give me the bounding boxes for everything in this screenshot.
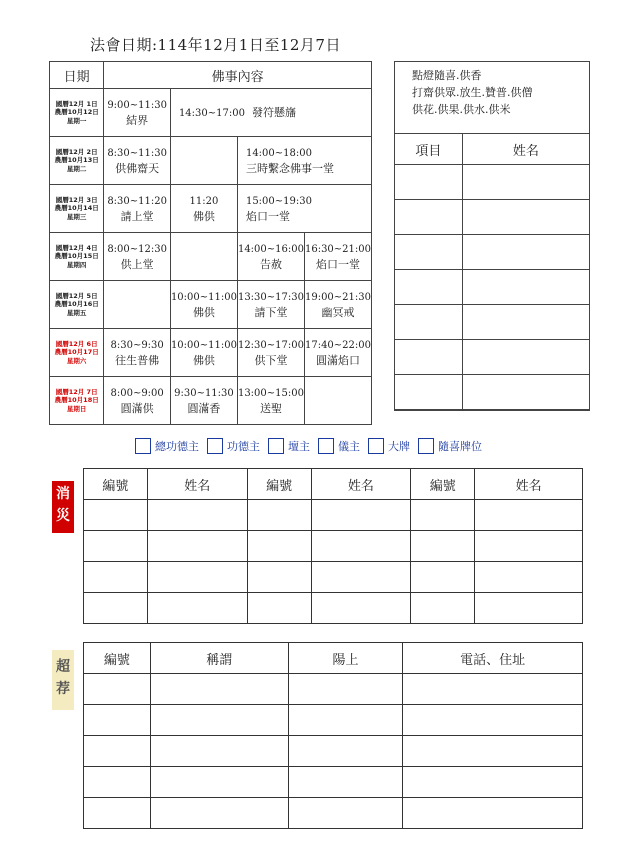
number-field[interactable] — [411, 593, 475, 624]
event-cell — [237, 185, 371, 233]
number-field[interactable] — [84, 705, 151, 736]
name-field[interactable] — [147, 593, 247, 624]
weekday: 星期日 — [66, 404, 87, 413]
event-cell — [104, 233, 171, 281]
table-row — [84, 736, 583, 767]
event-time: 14:00~16:00 — [237, 243, 304, 255]
checkbox-label: 隨喜牌位 — [438, 440, 482, 453]
option-tan-zhu[interactable] — [268, 438, 310, 454]
event-name: 發符懸旛 — [251, 105, 296, 119]
date-cell — [50, 281, 104, 329]
checkbox[interactable] — [418, 438, 434, 454]
event-cell — [237, 377, 304, 425]
number-header: 編號 — [247, 469, 311, 500]
date-cell — [50, 329, 104, 377]
event-cell — [104, 329, 171, 377]
event-cell — [304, 377, 371, 425]
item-field[interactable] — [395, 270, 463, 305]
table-row — [84, 562, 583, 593]
offering-line: 點燈隨喜.供香 — [412, 69, 482, 82]
lunar-date: 農曆10月16日 — [54, 300, 99, 309]
page-title: 法會日期:114年12月1日至12月7日 — [90, 36, 341, 54]
event-time: 8:30~11:20 — [107, 195, 167, 207]
number-field[interactable] — [247, 531, 311, 562]
xiaozai-label: 消災 — [52, 481, 74, 533]
option-gong-de-zhu[interactable] — [207, 438, 260, 454]
event-cell — [104, 185, 171, 233]
lunar-date: 農曆10月12日 — [54, 108, 99, 117]
yangshang-field[interactable] — [288, 736, 403, 767]
event-time: 13:00~15:00 — [237, 387, 304, 399]
schedule-row — [50, 185, 372, 233]
event-cell — [170, 281, 237, 329]
schedule-row — [50, 377, 372, 425]
event-cell — [304, 329, 371, 377]
title-field[interactable] — [150, 798, 288, 829]
event-name: 供佛齋天 — [115, 161, 160, 175]
event-time: 15:00~19:30 — [245, 195, 312, 207]
name-field[interactable] — [475, 531, 583, 562]
schedule-row — [50, 233, 372, 281]
weekday: 星期四 — [66, 260, 87, 269]
item-field[interactable] — [395, 165, 463, 200]
number-field[interactable] — [84, 562, 148, 593]
event-name: 供上堂 — [120, 257, 154, 271]
event-cell — [170, 89, 371, 137]
event-cell — [237, 137, 371, 185]
title-field[interactable] — [150, 767, 288, 798]
event-cell — [304, 281, 371, 329]
event-time: 19:00~21:30 — [304, 291, 371, 303]
event-name: 佛供 — [192, 305, 215, 319]
gregorian-date: 國曆12月 3日 — [55, 195, 98, 204]
table-row — [84, 500, 583, 531]
gregorian-date: 國曆12月 2日 — [55, 147, 98, 156]
name-field[interactable] — [475, 593, 583, 624]
number-field[interactable] — [84, 531, 148, 562]
schedule-row — [50, 89, 372, 137]
number-field[interactable] — [84, 798, 151, 829]
schedule-header — [50, 62, 372, 89]
name-field[interactable] — [311, 500, 411, 531]
event-time: 11:20 — [189, 195, 219, 207]
name-field[interactable] — [147, 531, 247, 562]
item-field[interactable] — [395, 340, 463, 375]
name-field[interactable] — [311, 593, 411, 624]
name-field[interactable] — [462, 270, 589, 305]
item-field[interactable] — [395, 375, 463, 410]
date-header: 日期 — [50, 62, 104, 89]
number-field[interactable] — [84, 593, 148, 624]
event-time: 8:30~9:30 — [110, 339, 164, 351]
number-field[interactable] — [411, 562, 475, 593]
schedule-row — [50, 329, 372, 377]
event-cell — [104, 137, 171, 185]
xiaozai-table — [83, 468, 583, 624]
xiaozai-header — [84, 469, 583, 500]
event-time: 10:00~11:00 — [170, 291, 237, 303]
weekday: 星期一 — [66, 116, 87, 125]
number-field[interactable] — [84, 736, 151, 767]
event-name: 供下堂 — [254, 353, 288, 367]
checkbox[interactable] — [207, 438, 223, 454]
event-cell — [104, 281, 171, 329]
contact-header: 電話、住址 — [403, 643, 583, 674]
table-row — [84, 531, 583, 562]
table-row — [395, 270, 590, 305]
contact-field[interactable] — [403, 736, 583, 767]
event-time: 16:30~21:00 — [304, 243, 371, 255]
name-header: 姓名 — [311, 469, 411, 500]
title-field[interactable] — [150, 736, 288, 767]
option-zong-gong-de-zhu[interactable] — [135, 438, 199, 454]
event-time: 13:30~17:30 — [237, 291, 304, 303]
event-name: 圓滿香 — [187, 401, 221, 415]
name-field[interactable] — [475, 500, 583, 531]
number-field[interactable] — [247, 562, 311, 593]
name-header: 姓名 — [475, 469, 583, 500]
table-row — [395, 235, 590, 270]
option-da-pai[interactable] — [368, 438, 410, 454]
event-cell — [237, 329, 304, 377]
table-row — [395, 165, 590, 200]
event-time: 12:30~17:00 — [237, 339, 304, 351]
table-row — [395, 305, 590, 340]
name-field[interactable] — [462, 165, 589, 200]
checkbox[interactable] — [368, 438, 384, 454]
event-name: 焰口一堂 — [245, 209, 290, 223]
lunar-date: 農曆10月14日 — [54, 204, 99, 213]
contact-field[interactable] — [403, 674, 583, 705]
contact-field[interactable] — [403, 767, 583, 798]
date-cell — [50, 89, 104, 137]
title-field[interactable] — [150, 674, 288, 705]
event-cell — [170, 233, 237, 281]
event-name: 請下堂 — [254, 305, 288, 319]
date-cell — [50, 233, 104, 281]
number-field[interactable] — [84, 674, 151, 705]
table-row — [84, 674, 583, 705]
name-field[interactable] — [311, 531, 411, 562]
event-cell — [104, 377, 171, 425]
name-field[interactable] — [462, 305, 589, 340]
weekday: 星期二 — [66, 164, 87, 173]
weekday: 星期三 — [66, 212, 87, 221]
name-field[interactable] — [462, 200, 589, 235]
event-time: 14:00~18:00 — [245, 147, 312, 159]
yangshang-header: 陽上 — [288, 643, 403, 674]
name-field[interactable] — [462, 340, 589, 375]
event-time: 14:30~17:00 — [178, 107, 245, 119]
checkbox-label: 總功德主 — [155, 440, 199, 453]
event-name: 圓滿供 — [120, 401, 154, 415]
item-field[interactable] — [395, 305, 463, 340]
offering-description — [412, 67, 588, 118]
table-row — [84, 798, 583, 829]
event-cell — [170, 185, 237, 233]
item-field[interactable] — [395, 200, 463, 235]
event-time: 10:00~11:00 — [170, 339, 237, 351]
title-field[interactable] — [150, 705, 288, 736]
gregorian-date: 國曆12月 1日 — [55, 99, 98, 108]
chaojian-label: 超荐 — [52, 650, 74, 710]
contact-field[interactable] — [403, 705, 583, 736]
checkbox-label: 大牌 — [388, 440, 410, 453]
weekday: 星期五 — [66, 308, 87, 317]
gregorian-date: 國曆12月 4日 — [55, 243, 98, 252]
date-cell — [50, 377, 104, 425]
name-header: 姓名 — [147, 469, 247, 500]
checkbox[interactable] — [268, 438, 284, 454]
number-field[interactable] — [411, 500, 475, 531]
checkbox[interactable] — [135, 438, 151, 454]
event-time: 8:00~9:00 — [110, 387, 164, 399]
chaojian-table — [83, 642, 583, 829]
yangshang-field[interactable] — [288, 767, 403, 798]
name-field[interactable] — [462, 375, 589, 410]
checkbox-label: 功德主 — [227, 440, 260, 453]
offering-items-table — [394, 133, 590, 410]
event-time: 9:00~11:30 — [107, 99, 167, 111]
event-name: 結界 — [126, 113, 149, 127]
lunar-date: 農曆10月15日 — [54, 252, 99, 261]
number-header: 編號 — [84, 469, 148, 500]
name-field[interactable] — [147, 562, 247, 593]
checkbox-label: 壇主 — [288, 440, 310, 453]
lunar-date: 農曆10月13日 — [54, 156, 99, 165]
contact-field[interactable] — [403, 798, 583, 829]
event-name: 三時繫念佛事一堂 — [245, 161, 334, 175]
donor-type-options — [135, 438, 490, 454]
event-name: 圓滿焰口 — [315, 353, 360, 367]
table-row — [84, 593, 583, 624]
schedule-table — [49, 61, 372, 425]
number-field[interactable] — [411, 531, 475, 562]
number-header: 編號 — [84, 643, 151, 674]
table-row — [395, 340, 590, 375]
item-field[interactable] — [395, 235, 463, 270]
date-cell — [50, 185, 104, 233]
gregorian-date: 國曆12月 6日 — [55, 339, 98, 348]
event-time: 8:00~12:30 — [107, 243, 167, 255]
event-name: 告赦 — [259, 257, 282, 271]
schedule-row — [50, 137, 372, 185]
name-field[interactable] — [462, 235, 589, 270]
yangshang-field[interactable] — [288, 705, 403, 736]
content-header: 佛事內容 — [104, 62, 372, 89]
event-time: 8:30~11:30 — [107, 147, 167, 159]
number-field[interactable] — [247, 593, 311, 624]
event-cell — [237, 233, 304, 281]
event-name: 佛供 — [192, 209, 215, 223]
gregorian-date: 國曆12月 7日 — [55, 387, 98, 396]
checkbox-label: 儀主 — [338, 440, 360, 453]
name-field[interactable] — [475, 562, 583, 593]
event-time: 9:30~11:30 — [174, 387, 234, 399]
event-cell — [304, 233, 371, 281]
gregorian-date: 國曆12月 5日 — [55, 291, 98, 300]
item-header: 項目 — [395, 134, 463, 165]
event-name: 幽冥戒 — [321, 305, 355, 319]
event-time: 17:40~22:00 — [304, 339, 371, 351]
table-row — [84, 767, 583, 798]
event-name: 往生普佛 — [115, 353, 160, 367]
table-row — [84, 705, 583, 736]
event-name: 焰口一堂 — [315, 257, 360, 271]
event-cell — [170, 377, 237, 425]
schedule-row — [50, 281, 372, 329]
name-header: 姓名 — [462, 134, 589, 165]
event-cell — [104, 89, 171, 137]
event-cell — [237, 281, 304, 329]
number-field[interactable] — [247, 500, 311, 531]
option-sui-xi-pai-wei[interactable] — [418, 438, 482, 454]
offering-line: 供花.供果.供水.供米 — [412, 103, 511, 116]
weekday: 星期六 — [66, 356, 87, 365]
number-header: 編號 — [411, 469, 475, 500]
table-row — [395, 200, 590, 235]
event-name: 送聖 — [259, 401, 282, 415]
number-field[interactable] — [84, 500, 148, 531]
date-cell — [50, 137, 104, 185]
event-cell — [170, 137, 237, 185]
chaojian-header — [84, 643, 583, 674]
lunar-date: 農曆10月17日 — [54, 348, 99, 357]
name-field[interactable] — [147, 500, 247, 531]
table-row — [395, 375, 590, 410]
option-yi-zhu[interactable] — [318, 438, 360, 454]
event-name: 佛供 — [192, 353, 215, 367]
title-header: 稱謂 — [150, 643, 288, 674]
event-cell — [170, 329, 237, 377]
yangshang-field[interactable] — [288, 674, 403, 705]
name-field[interactable] — [311, 562, 411, 593]
offering-line: 打齋供眾.放生.贊普.供僧 — [412, 86, 533, 99]
lunar-date: 農曆10月18日 — [54, 396, 99, 405]
yangshang-field[interactable] — [288, 798, 403, 829]
number-field[interactable] — [84, 767, 151, 798]
event-name: 請上堂 — [120, 209, 154, 223]
checkbox[interactable] — [318, 438, 334, 454]
